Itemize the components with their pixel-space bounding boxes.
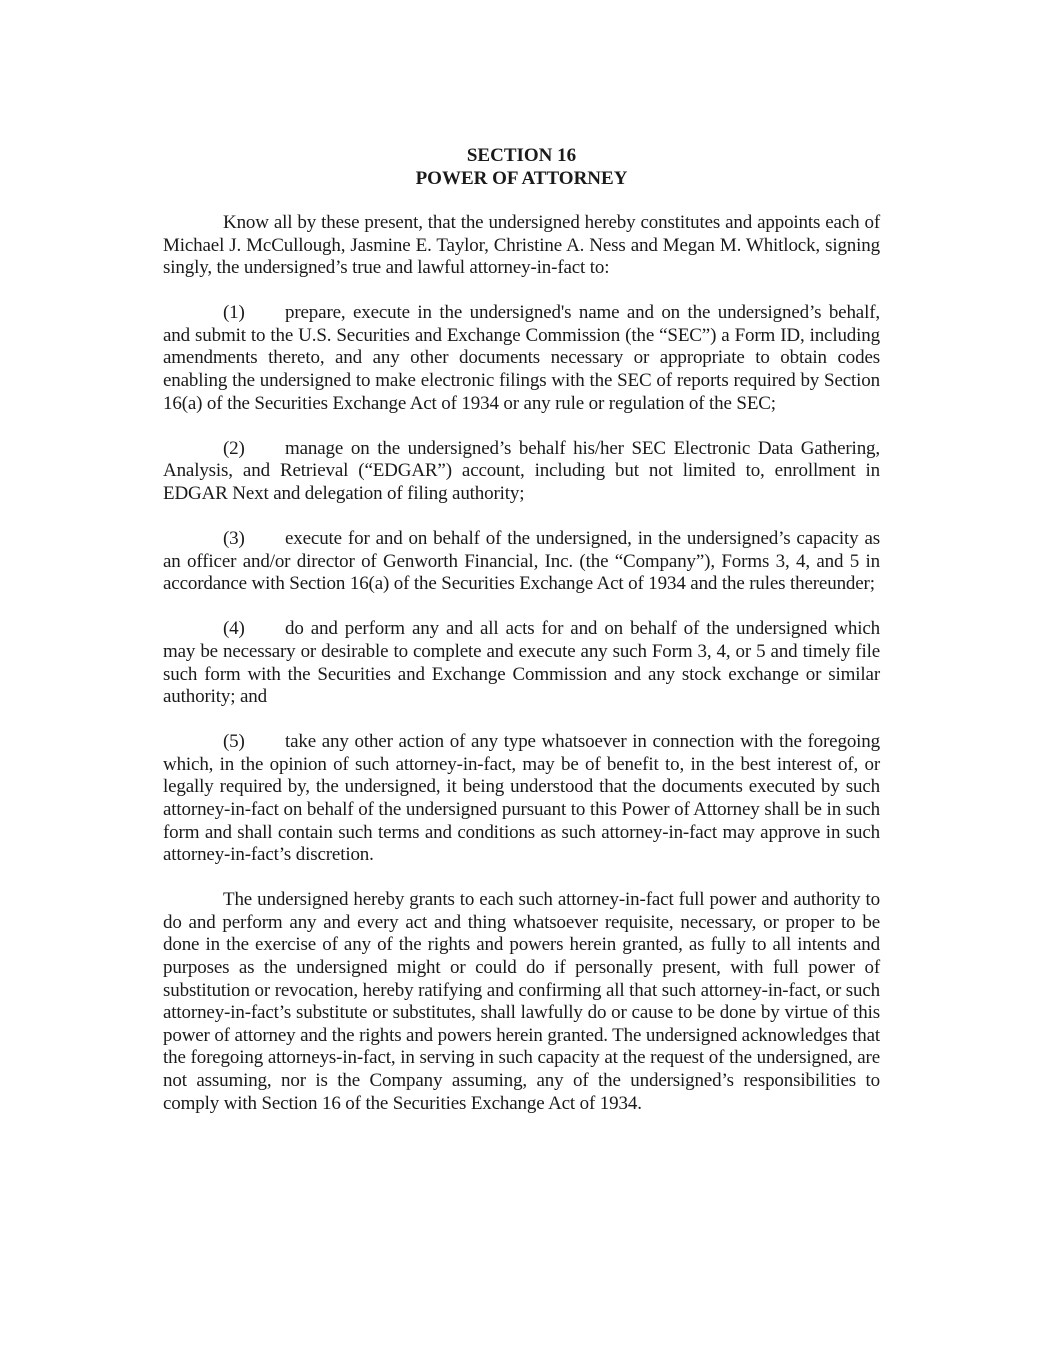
- item-number: (1): [223, 302, 245, 324]
- document-heading: [163, 145, 880, 190]
- item-text: do and perform any and all acts for and on behalf of the undersigned which may be necessary or desirable to complete and execute any such Form 3, 4, or 5 and timely file such form with the Securities and Exchange Commission and any stock exchange or similar authority; and: [163, 618, 880, 708]
- item-text: manage on the undersigned’s behalf his/her SEC Electronic Data Gathering, Analysis, and Retrieval (“EDGAR”) account, including but not limited to, enrollment in EDGAR Next and delegation of filing authority;: [163, 437, 880, 504]
- item-number: (2): [223, 437, 245, 459]
- item-text: execute for and on behalf of the undersigned, in the undersigned’s capacity as an officer and/or director of Genworth Financial, Inc. (the “Company”), Forms 3, 4, and 5 in accordance with Section 16(a) of the Securities Exchange Act of 1934 and the rules thereunder;: [163, 528, 880, 595]
- item-number: (3): [223, 528, 245, 550]
- intro-paragraph: Know all by these present, that the undersigned hereby constitutes and appoints each of Michael J. McCullough, Jasmine E. Taylor, Christine A. Ness and Megan M. Whitlock, signing singly, the undersigned’s true and lawful attorney-in-fact to:: [163, 212, 880, 279]
- item-number: (4): [223, 618, 245, 640]
- numbered-item-3: [163, 528, 880, 596]
- numbered-item-2: [163, 438, 880, 506]
- document-page: [163, 145, 880, 1138]
- numbered-item-1: [163, 302, 880, 415]
- item-text: prepare, execute in the undersigned's name and on the undersigned’s behalf, and submit to the U.S. Securities and Exchange Commission (the “SEC”) a Form ID, including amendments thereto, and any other documents necessary or appropriate to obtain codes enabling the undersigned to make electronic filings with the SEC of reports required by Section 16(a) of the Securities Exchange Act of 1934 or any rule or regulation of the SEC;: [163, 302, 880, 414]
- heading-title: POWER OF ATTORNEY: [415, 167, 628, 189]
- heading-section-number: SECTION 16: [466, 145, 577, 166]
- item-number: (5): [223, 731, 245, 753]
- numbered-item-4: [163, 618, 880, 708]
- closing-paragraph: The undersigned hereby grants to each such attorney-in-fact full power and authority to do and perform any and every act and thing whatsoever requisite, necessary, or proper to be done in the exercise of any of the rights and powers herein granted, as fully to all intents and purposes as the undersigned might or could do if personally present, with full power of substitution or revocation, hereby ratifying and confirming all that such attorney-in-fact, or such attorney-in-fact’s substitute or substitutes, shall lawfully do or cause to be done by virtue of this power of attorney and the rights and powers herein granted. The undersigned acknowledges that the foregoing attorneys-in-fact, in serving in such capacity at the request of the undersigned, are not assuming, nor is the Company assuming, any of the undersigned’s responsibilities to comply with Section 16 of the Securities Exchange Act of 1934.: [163, 889, 880, 1114]
- item-text: take any other action of any type whatsoever in connection with the foregoing which, in the opinion of such attorney-in-fact, may be of benefit to, in the best interest of, or legally required by, the undersigned, it being understood that the documents executed by such attorney-in-fact on behalf of the undersigned pursuant to this Power of Attorney shall be in such form and shall contain such terms and conditions as such attorney-in-fact may approve in such attorney-in-fact’s discretion.: [163, 731, 880, 866]
- numbered-item-5: [163, 731, 880, 867]
